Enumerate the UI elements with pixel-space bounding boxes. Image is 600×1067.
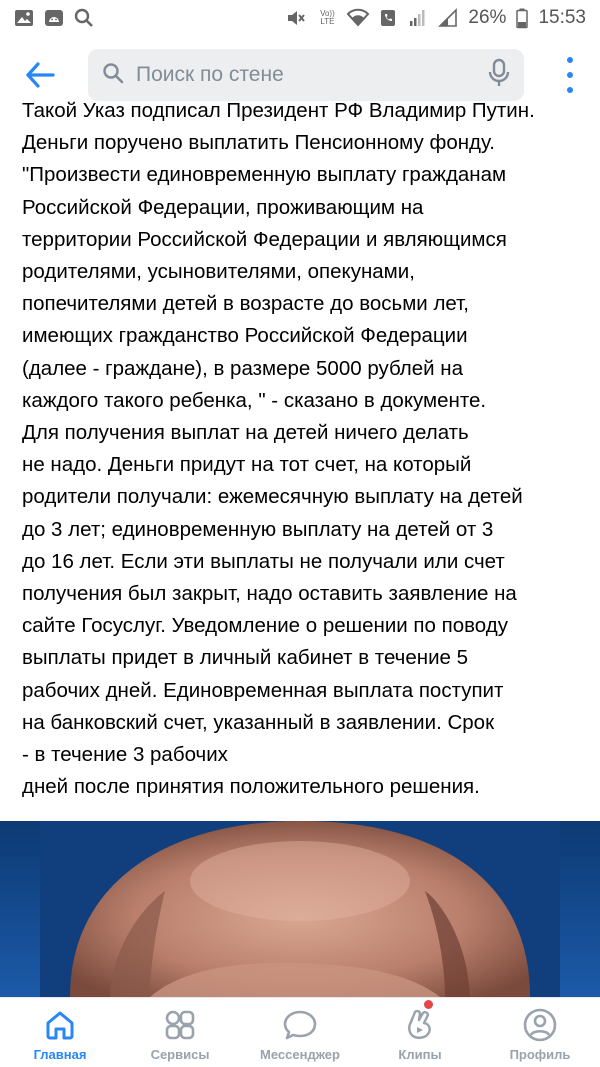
post-line: Российской Федерации, проживающим на — [22, 195, 424, 219]
tab-clips[interactable] — [360, 998, 480, 1067]
post-line: - в течение 3 рабочих — [22, 743, 228, 767]
more-dot — [567, 87, 573, 93]
post-line: не надо. Деньги придут на тот счет, на который — [22, 453, 472, 477]
more-options-button[interactable] — [558, 57, 582, 93]
search-icon — [102, 62, 124, 89]
messenger-icon — [280, 1006, 320, 1044]
post-line: до 3 лет; единовременную выплату на детей от 3 — [22, 517, 494, 541]
status-bar — [0, 0, 600, 36]
gallery-icon — [14, 9, 34, 27]
services-icon — [160, 1006, 200, 1044]
post-line: дней после принятия положительного решения. — [22, 775, 480, 799]
search-field[interactable] — [88, 49, 524, 101]
mute-icon — [286, 9, 306, 27]
post-line: получения был закрыт, надо оставить заявление на — [22, 582, 517, 606]
post-line: (далее - граждане), в размере 5000 рублей на — [22, 356, 464, 380]
post-line: Такой Указ подписал Президент РФ Владимир Путин. — [22, 99, 535, 122]
post-text — [22, 95, 582, 803]
post-line: выплаты придет в личный кабинет в течение 5 — [22, 646, 469, 670]
tab-label: Главная — [33, 1047, 87, 1062]
android-icon — [44, 9, 64, 27]
profile-icon — [520, 1006, 560, 1044]
wifi-icon — [348, 9, 368, 27]
more-dot — [567, 57, 573, 63]
post-line: попечителями детей в возрасте до восьми лет, — [22, 292, 469, 316]
post-line: родители получали: ежемесячную выплату на детей — [22, 485, 523, 509]
post-photo[interactable] — [0, 821, 600, 997]
clock: 15:53 — [538, 7, 586, 28]
post-line: "Произвести единовременную выплату гражданам — [22, 163, 507, 187]
tab-home[interactable] — [0, 998, 120, 1067]
signal-icon — [438, 9, 458, 27]
tab-label: Профиль — [509, 1047, 571, 1062]
tab-messenger[interactable] — [240, 998, 360, 1067]
tab-label: Клипы — [398, 1047, 442, 1062]
post-line: рабочих дней. Единовременная выплата поступит — [22, 678, 504, 702]
battery-icon — [516, 9, 528, 27]
search-icon — [74, 9, 94, 27]
search-placeholder: Поиск по стене — [136, 63, 284, 86]
post-photo-image — [0, 821, 600, 997]
more-dot — [567, 72, 573, 78]
phone-icon — [378, 9, 398, 27]
battery-percent: 26% — [468, 7, 507, 28]
post-content — [0, 99, 600, 997]
post-line: территории Российской Федерации и являющимся — [22, 227, 507, 251]
status-bar-right — [286, 7, 586, 29]
post-line: имеющих гражданство Российской Федерации — [22, 324, 468, 348]
tab-profile[interactable] — [480, 998, 600, 1067]
home-icon — [40, 1006, 80, 1044]
post-line: на банковский счет, указанный в заявлении. Срок — [22, 710, 495, 734]
microphone-icon[interactable] — [488, 58, 510, 93]
signal-icon — [408, 9, 428, 27]
post-line: до 16 лет. Если эти выплаты не получали или счет — [22, 549, 505, 573]
tab-label: Сервисы — [150, 1047, 210, 1062]
clips-icon — [400, 1006, 440, 1044]
tab-services[interactable] — [120, 998, 240, 1067]
post-line: каждого такого ребенка, " - сказано в документе. — [22, 388, 487, 412]
tab-label: Мессенджер — [260, 1047, 340, 1062]
notification-badge — [424, 1000, 433, 1009]
post-line: родителями, усыновителями, опекунами, — [22, 260, 415, 284]
volte-icon: Vo)) LTE — [320, 9, 335, 26]
status-bar-left — [14, 9, 94, 27]
post-line: Для получения выплат на детей ничего делать — [22, 421, 469, 445]
post-line: Деньги поручено выплатить Пенсионному фонду. — [22, 131, 495, 155]
post-line: сайте Госуслуг. Уведомление о решении по поводу — [22, 614, 508, 638]
back-arrow-icon — [25, 62, 55, 88]
bottom-tab-bar — [0, 997, 600, 1067]
